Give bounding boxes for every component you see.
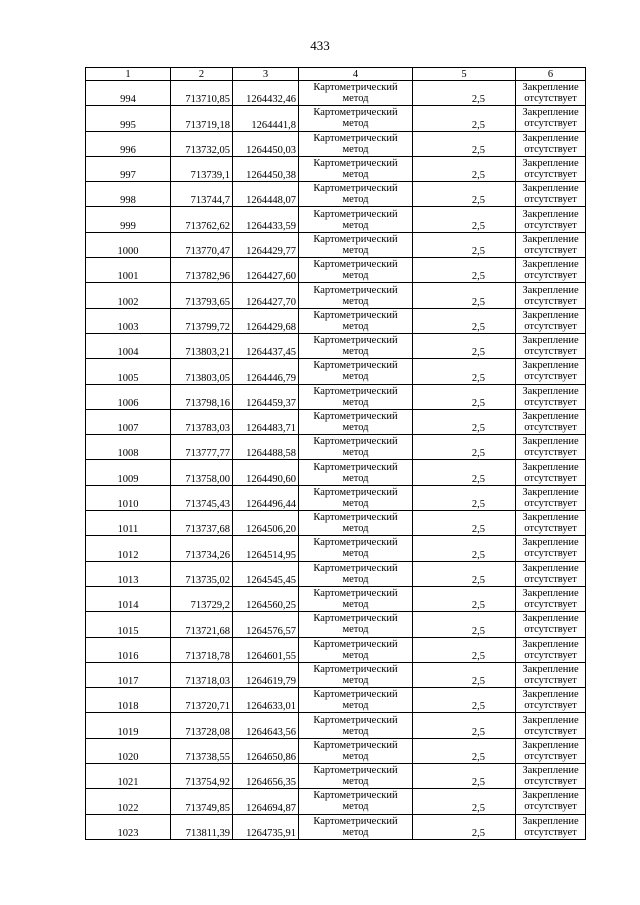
- accuracy-cell: 2,5: [413, 81, 516, 106]
- accuracy-cell: 2,5: [413, 612, 516, 637]
- y-coordinate-cell: 1264545,45: [233, 561, 299, 586]
- table-row: [86, 536, 586, 561]
- method-cell: Картометрический метод: [299, 384, 413, 409]
- method-cell: Картометрический метод: [299, 131, 413, 156]
- table-row: [86, 232, 586, 257]
- method-cell: Картометрический метод: [299, 688, 413, 713]
- accuracy-cell: 2,5: [413, 738, 516, 763]
- accuracy-cell: 2,5: [413, 258, 516, 283]
- x-coordinate-cell: 713782,96: [171, 258, 233, 283]
- method-cell: Картометрический метод: [299, 460, 413, 485]
- point-number-cell: 1003: [86, 308, 171, 333]
- fixation-cell: Закрепление отсутствует: [516, 258, 586, 283]
- method-cell: Картометрический метод: [299, 409, 413, 434]
- table-row: [86, 586, 586, 611]
- accuracy-cell: 2,5: [413, 384, 516, 409]
- y-coordinate-cell: 1264650,86: [233, 738, 299, 763]
- point-number-cell: 1007: [86, 409, 171, 434]
- method-cell: Картометрический метод: [299, 814, 413, 839]
- x-coordinate-cell: 713721,68: [171, 612, 233, 637]
- point-number-cell: 1010: [86, 485, 171, 510]
- table-row: [86, 688, 586, 713]
- x-coordinate-cell: 713783,03: [171, 409, 233, 434]
- y-coordinate-cell: 1264576,57: [233, 612, 299, 637]
- method-cell: Картометрический метод: [299, 207, 413, 232]
- method-cell: Картометрический метод: [299, 359, 413, 384]
- point-number-cell: 1019: [86, 713, 171, 738]
- column-header: 6: [516, 68, 586, 81]
- accuracy-cell: 2,5: [413, 764, 516, 789]
- y-coordinate-cell: 1264643,56: [233, 713, 299, 738]
- accuracy-cell: 2,5: [413, 207, 516, 232]
- x-coordinate-cell: 713735,02: [171, 561, 233, 586]
- y-coordinate-cell: 1264514,95: [233, 536, 299, 561]
- table-row: [86, 131, 586, 156]
- accuracy-cell: 2,5: [413, 182, 516, 207]
- point-number-cell: 1004: [86, 333, 171, 358]
- accuracy-cell: 2,5: [413, 637, 516, 662]
- table-header-row: [86, 68, 586, 81]
- table-row: [86, 156, 586, 181]
- x-coordinate-cell: 713710,85: [171, 81, 233, 106]
- y-coordinate-cell: 1264735,91: [233, 814, 299, 839]
- accuracy-cell: 2,5: [413, 333, 516, 358]
- point-number-cell: 1022: [86, 789, 171, 814]
- table-row: [86, 612, 586, 637]
- table-row: [86, 764, 586, 789]
- fixation-cell: Закрепление отсутствует: [516, 333, 586, 358]
- point-number-cell: 1023: [86, 814, 171, 839]
- x-coordinate-cell: 713737,68: [171, 511, 233, 536]
- fixation-cell: Закрепление отсутствует: [516, 460, 586, 485]
- table-row: [86, 359, 586, 384]
- accuracy-cell: 2,5: [413, 586, 516, 611]
- x-coordinate-cell: 713803,05: [171, 359, 233, 384]
- fixation-cell: Закрепление отсутствует: [516, 81, 586, 106]
- method-cell: Картометрический метод: [299, 435, 413, 460]
- point-number-cell: 997: [86, 156, 171, 181]
- method-cell: Картометрический метод: [299, 738, 413, 763]
- point-number-cell: 998: [86, 182, 171, 207]
- fixation-cell: Закрепление отсутствует: [516, 232, 586, 257]
- method-cell: Картометрический метод: [299, 81, 413, 106]
- x-coordinate-cell: 713720,71: [171, 688, 233, 713]
- x-coordinate-cell: 713718,78: [171, 637, 233, 662]
- fixation-cell: Закрепление отсутствует: [516, 207, 586, 232]
- point-number-cell: 995: [86, 106, 171, 131]
- accuracy-cell: 2,5: [413, 460, 516, 485]
- x-coordinate-cell: 713739,1: [171, 156, 233, 181]
- fixation-cell: Закрепление отсутствует: [516, 511, 586, 536]
- fixation-cell: Закрепление отсутствует: [516, 789, 586, 814]
- table-row: [86, 308, 586, 333]
- point-number-cell: 1018: [86, 688, 171, 713]
- table-row: [86, 106, 586, 131]
- table-row: [86, 713, 586, 738]
- point-number-cell: 1009: [86, 460, 171, 485]
- page-number: 433: [310, 38, 330, 53]
- fixation-cell: Закрепление отсутствует: [516, 536, 586, 561]
- method-cell: Картометрический метод: [299, 713, 413, 738]
- coordinates-table: [85, 67, 586, 840]
- method-cell: Картометрический метод: [299, 586, 413, 611]
- x-coordinate-cell: 713734,26: [171, 536, 233, 561]
- method-cell: Картометрический метод: [299, 561, 413, 586]
- x-coordinate-cell: 713745,43: [171, 485, 233, 510]
- x-coordinate-cell: 713762,62: [171, 207, 233, 232]
- fixation-cell: Закрепление отсутствует: [516, 814, 586, 839]
- y-coordinate-cell: 1264437,45: [233, 333, 299, 358]
- x-coordinate-cell: 713799,72: [171, 308, 233, 333]
- table-row: [86, 384, 586, 409]
- accuracy-cell: 2,5: [413, 106, 516, 131]
- y-coordinate-cell: 1264483,71: [233, 409, 299, 434]
- x-coordinate-cell: 713719,18: [171, 106, 233, 131]
- table-row: [86, 409, 586, 434]
- table-row: [86, 814, 586, 839]
- accuracy-cell: 2,5: [413, 409, 516, 434]
- table-row: [86, 207, 586, 232]
- y-coordinate-cell: 1264560,25: [233, 586, 299, 611]
- table-body: [86, 81, 586, 840]
- accuracy-cell: 2,5: [413, 814, 516, 839]
- method-cell: Картометрический метод: [299, 258, 413, 283]
- table-row: [86, 485, 586, 510]
- y-coordinate-cell: 1264619,79: [233, 662, 299, 687]
- fixation-cell: Закрепление отсутствует: [516, 131, 586, 156]
- y-coordinate-cell: 1264429,68: [233, 308, 299, 333]
- x-coordinate-cell: 713758,00: [171, 460, 233, 485]
- fixation-cell: Закрепление отсутствует: [516, 359, 586, 384]
- fixation-cell: Закрепление отсутствует: [516, 637, 586, 662]
- fixation-cell: Закрепление отсутствует: [516, 182, 586, 207]
- fixation-cell: Закрепление отсутствует: [516, 106, 586, 131]
- accuracy-cell: 2,5: [413, 232, 516, 257]
- fixation-cell: Закрепление отсутствует: [516, 485, 586, 510]
- y-coordinate-cell: 1264506,20: [233, 511, 299, 536]
- fixation-cell: Закрепление отсутствует: [516, 435, 586, 460]
- y-coordinate-cell: 1264441,8: [233, 106, 299, 131]
- y-coordinate-cell: 1264433,59: [233, 207, 299, 232]
- point-number-cell: 1021: [86, 764, 171, 789]
- fixation-cell: Закрепление отсутствует: [516, 283, 586, 308]
- table-row: [86, 789, 586, 814]
- point-number-cell: 1013: [86, 561, 171, 586]
- table-row: [86, 283, 586, 308]
- x-coordinate-cell: 713754,92: [171, 764, 233, 789]
- y-coordinate-cell: 1264633,01: [233, 688, 299, 713]
- y-coordinate-cell: 1264459,37: [233, 384, 299, 409]
- fixation-cell: Закрепление отсутствует: [516, 738, 586, 763]
- table-row: [86, 637, 586, 662]
- method-cell: Картометрический метод: [299, 536, 413, 561]
- point-number-cell: 1005: [86, 359, 171, 384]
- fixation-cell: Закрепление отсутствует: [516, 561, 586, 586]
- y-coordinate-cell: 1264656,35: [233, 764, 299, 789]
- point-number-cell: 1016: [86, 637, 171, 662]
- accuracy-cell: 2,5: [413, 511, 516, 536]
- method-cell: Картометрический метод: [299, 232, 413, 257]
- point-number-cell: 1020: [86, 738, 171, 763]
- accuracy-cell: 2,5: [413, 359, 516, 384]
- x-coordinate-cell: 713749,85: [171, 789, 233, 814]
- point-number-cell: 999: [86, 207, 171, 232]
- x-coordinate-cell: 713728,08: [171, 713, 233, 738]
- y-coordinate-cell: 1264450,03: [233, 131, 299, 156]
- x-coordinate-cell: 713732,05: [171, 131, 233, 156]
- y-coordinate-cell: 1264450,38: [233, 156, 299, 181]
- accuracy-cell: 2,5: [413, 156, 516, 181]
- fixation-cell: Закрепление отсутствует: [516, 409, 586, 434]
- table-row: [86, 258, 586, 283]
- y-coordinate-cell: 1264427,60: [233, 258, 299, 283]
- method-cell: Картометрический метод: [299, 485, 413, 510]
- x-coordinate-cell: 713803,21: [171, 333, 233, 358]
- method-cell: Картометрический метод: [299, 156, 413, 181]
- x-coordinate-cell: 713793,65: [171, 283, 233, 308]
- accuracy-cell: 2,5: [413, 713, 516, 738]
- point-number-cell: 1015: [86, 612, 171, 637]
- fixation-cell: Закрепление отсутствует: [516, 662, 586, 687]
- table-row: [86, 662, 586, 687]
- point-number-cell: 1001: [86, 258, 171, 283]
- point-number-cell: 1014: [86, 586, 171, 611]
- point-number-cell: 1012: [86, 536, 171, 561]
- point-number-cell: 1008: [86, 435, 171, 460]
- method-cell: Картометрический метод: [299, 182, 413, 207]
- accuracy-cell: 2,5: [413, 536, 516, 561]
- method-cell: Картометрический метод: [299, 612, 413, 637]
- column-header: 1: [86, 68, 171, 81]
- y-coordinate-cell: 1264432,46: [233, 81, 299, 106]
- method-cell: Картометрический метод: [299, 789, 413, 814]
- y-coordinate-cell: 1264427,70: [233, 283, 299, 308]
- fixation-cell: Закрепление отсутствует: [516, 764, 586, 789]
- table-row: [86, 435, 586, 460]
- point-number-cell: 994: [86, 81, 171, 106]
- method-cell: Картометрический метод: [299, 511, 413, 536]
- x-coordinate-cell: 713718,03: [171, 662, 233, 687]
- method-cell: Картометрический метод: [299, 764, 413, 789]
- y-coordinate-cell: 1264429,77: [233, 232, 299, 257]
- method-cell: Картометрический метод: [299, 106, 413, 131]
- table-row: [86, 511, 586, 536]
- x-coordinate-cell: 713770,47: [171, 232, 233, 257]
- y-coordinate-cell: 1264694,87: [233, 789, 299, 814]
- fixation-cell: Закрепление отсутствует: [516, 688, 586, 713]
- table-row: [86, 182, 586, 207]
- accuracy-cell: 2,5: [413, 561, 516, 586]
- accuracy-cell: 2,5: [413, 308, 516, 333]
- column-header: 3: [233, 68, 299, 81]
- accuracy-cell: 2,5: [413, 283, 516, 308]
- table-row: [86, 561, 586, 586]
- point-number-cell: 996: [86, 131, 171, 156]
- y-coordinate-cell: 1264446,79: [233, 359, 299, 384]
- y-coordinate-cell: 1264601,55: [233, 637, 299, 662]
- method-cell: Картометрический метод: [299, 333, 413, 358]
- accuracy-cell: 2,5: [413, 131, 516, 156]
- y-coordinate-cell: 1264488,58: [233, 435, 299, 460]
- column-header: 4: [299, 68, 413, 81]
- column-header: 5: [413, 68, 516, 81]
- point-number-cell: 1002: [86, 283, 171, 308]
- accuracy-cell: 2,5: [413, 662, 516, 687]
- point-number-cell: 1006: [86, 384, 171, 409]
- table-row: [86, 333, 586, 358]
- y-coordinate-cell: 1264496,44: [233, 485, 299, 510]
- fixation-cell: Закрепление отсутствует: [516, 308, 586, 333]
- fixation-cell: Закрепление отсутствует: [516, 384, 586, 409]
- table-row: [86, 81, 586, 106]
- table-row: [86, 460, 586, 485]
- x-coordinate-cell: 713744,7: [171, 182, 233, 207]
- y-coordinate-cell: 1264490,60: [233, 460, 299, 485]
- point-number-cell: 1017: [86, 662, 171, 687]
- accuracy-cell: 2,5: [413, 485, 516, 510]
- point-number-cell: 1011: [86, 511, 171, 536]
- point-number-cell: 1000: [86, 232, 171, 257]
- y-coordinate-cell: 1264448,07: [233, 182, 299, 207]
- x-coordinate-cell: 713738,55: [171, 738, 233, 763]
- x-coordinate-cell: 713811,39: [171, 814, 233, 839]
- fixation-cell: Закрепление отсутствует: [516, 156, 586, 181]
- x-coordinate-cell: 713798,16: [171, 384, 233, 409]
- column-header: 2: [171, 68, 233, 81]
- method-cell: Картометрический метод: [299, 308, 413, 333]
- fixation-cell: Закрепление отсутствует: [516, 612, 586, 637]
- table-row: [86, 738, 586, 763]
- x-coordinate-cell: 713729,2: [171, 586, 233, 611]
- accuracy-cell: 2,5: [413, 789, 516, 814]
- x-coordinate-cell: 713777,77: [171, 435, 233, 460]
- method-cell: Картометрический метод: [299, 283, 413, 308]
- fixation-cell: Закрепление отсутствует: [516, 713, 586, 738]
- accuracy-cell: 2,5: [413, 435, 516, 460]
- method-cell: Картометрический метод: [299, 662, 413, 687]
- method-cell: Картометрический метод: [299, 637, 413, 662]
- accuracy-cell: 2,5: [413, 688, 516, 713]
- fixation-cell: Закрепление отсутствует: [516, 586, 586, 611]
